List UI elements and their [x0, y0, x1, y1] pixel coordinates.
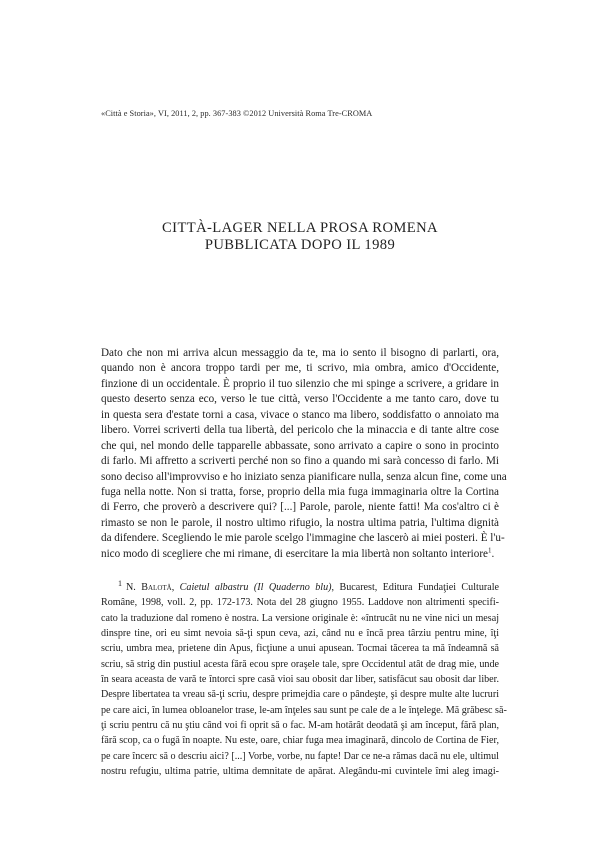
- footnote-line: [101, 580, 499, 595]
- body-line: da difendere. Scegliendo le mie parole scelgo l'immagine che lascerò ai miei posteri. È l'u-: [101, 532, 505, 545]
- body-line: quando non è ancora troppo tardi per me, ti scrivo, mia ombra, amico d'Occidente,: [101, 362, 499, 375]
- footnote-line: scriu, umbra mea, prietene din Apus, ficţiune a unui apusean. Tocmai tăcerea ta mă îndeamnă să: [101, 643, 499, 655]
- body-line: di Ferro, che proverò a descrivere qui? [...] Parole, parole, niente fatti! Ma cos'altro ci è: [101, 501, 499, 514]
- article-title: [100, 220, 500, 254]
- footnote-line: scriu, să strig din pustiul acesta fără ecou spre oraşele tale, spre Occidentul atât de drag mie, unde: [101, 658, 499, 670]
- footnote-line: dinspre tine, ori eu simt nevoia să-ţi spun ceva, azi, când nu e încă prea târziu pentru mine, îţi: [101, 628, 499, 640]
- body-line-last-text: nico modo di scegliere che mi rimane, di esercitare la mia libertà non soltanto interiore: [101, 547, 488, 560]
- footnote-line: ţi scriu pentru că nu ştiu când voi fi oprit să o fac. M-am hotărât deodată şi am început, fără plan,: [101, 720, 499, 732]
- footnote-line: cato la traduzione dal romeno è nostra. La versione originale è: «întrucât nu ne vine nici un mesaj: [101, 612, 499, 624]
- body-line: libero. Vorrei scriverti della tua libertà, del pericolo che la minaccia e di tante altre cose: [101, 424, 499, 437]
- footnote-line: în seara aceasta de vară te întorci spre casă vioi sau obosit dar liber, satisfăcut sau obosit dar liber.: [101, 674, 499, 686]
- body-line: finzione di un occidentale. È proprio il tuo silenzio che mi spinge a scrivere, a gridare in: [101, 377, 499, 390]
- body-line: sono deciso all'improvviso e ho iniziato senza pianificare nulla, senza alcun fine, come una: [101, 470, 507, 483]
- footnote-line: nostru refugiu, ultima patrie, ultima demnitate de apărat. Alegându-mi cuvintele îmi aleg imagi-: [101, 766, 499, 778]
- body-line: questo deserto senza eco, verso le tue città, verso l'Occidente a me tanto caro, dove tu: [101, 393, 499, 406]
- footnote-author: Balotă: [141, 582, 172, 593]
- body-line: che qui, nel mondo delle tapparelle abbassate, sono arrivato a capire o sono in procinto: [101, 439, 499, 452]
- body-line-last: nico modo di scegliere che mi rimane, di esercitare la mia libertà non soltanto interiore$^1$.: [101, 545, 495, 560]
- body-line: di farlo. Mi affretto a scriverti perché non so fino a quando mi sarà concesso di farlo. Mi: [101, 455, 499, 468]
- footnote-line-text: N. Balotă, Caietul albastru (Il Quaderno blu), Bucarest, Editura Fundaţiei Culturale: [126, 582, 499, 593]
- article-title-line-2: PUBBLICATA DOPO IL 1989: [204, 237, 396, 253]
- body-line: in questa sera d'estate torni a casa, vivace o stanco ma libero, soddisfatto o annoiato ma: [101, 408, 499, 421]
- footnote-line: fără scop, ca o fugă în noapte. Nu este, oare, chiar fuga mea imaginară, dincolo de Cortina de Fier,: [101, 735, 499, 747]
- footnote-book-title: Caietul albastru (Il Quaderno blu): [179, 582, 332, 593]
- body-line: fuga nella notte. Non si tratta, forse, proprio della mia fuga immaginaria oltre la Cortina: [101, 485, 499, 498]
- epigraph-quotation: [101, 346, 507, 562]
- body-line: Dato che non mi arriva alcun messaggio da te, ma io sento il bisogno di parlarti, ora,: [101, 347, 499, 359]
- footnote-line: pe care aici, în lumea obloanelor trase, le-am înţeles sau sunt pe cale de a le înţelege. Mă grăbesc să-: [101, 704, 507, 716]
- article-title-line-1: CITTÀ-LAGER NELLA PROSA ROMENA: [162, 220, 438, 236]
- footnote: [101, 578, 507, 779]
- footnote-line: Despre libertatea ta vreau să-ţi scriu, despre primejdia care o pândeşte, şi despre multe alte lucruri: [101, 689, 499, 701]
- footnote-line: pe care încerc să o descriu aici? [...] Vorbe, vorbe, nu fapte! Dar ce ne-a rămas dacă nu ele, ultimul: [101, 750, 499, 762]
- footnote-reference[interactable]: 1: [488, 545, 492, 554]
- body-line: rimasto se non le parole, il nostro ultimo rifugio, la nostra ultima patria, l'ultima dignità: [101, 516, 499, 529]
- footnote-line: Române, 1998, voll. 2, pp. 172-173. Nota del 28 giugno 1955. Laddove non altrimenti specifi-: [101, 597, 499, 609]
- journal-citation-header: «Città e Storia», VI, 2011, 2, pp. 367-383 ©2012 Università Roma Tre-CROMA: [101, 109, 373, 118]
- footnote-number: 1: [118, 578, 122, 588]
